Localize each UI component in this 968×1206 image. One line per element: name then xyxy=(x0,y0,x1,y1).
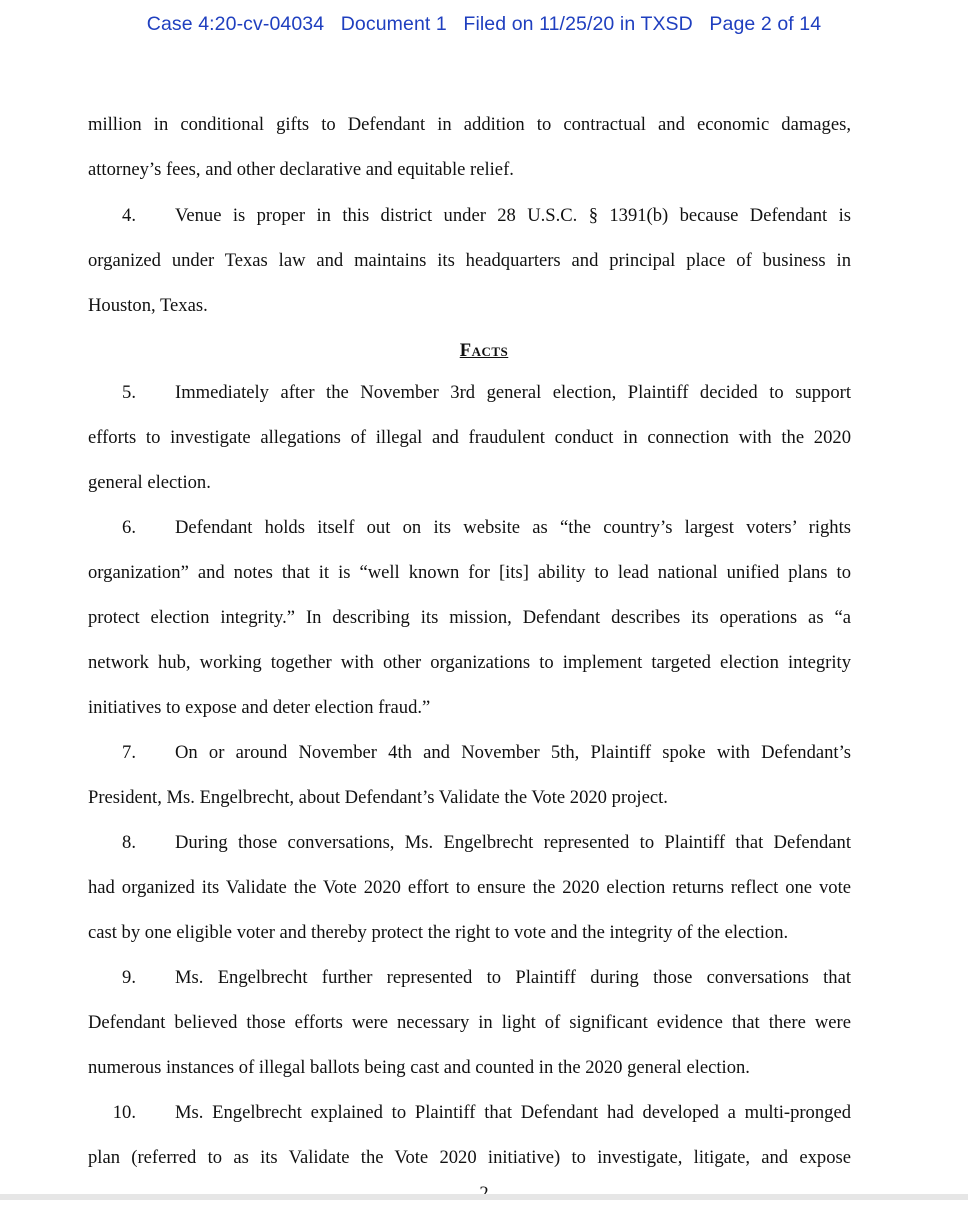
body-line: Houston, Texas. xyxy=(88,295,208,316)
paragraph-number: 9. xyxy=(122,967,136,988)
body-line: million in conditional gifts to Defendant in addition to contractual and economic damages, xyxy=(88,114,851,135)
body-line: protect election integrity.” In describing its mission, Defendant describes its operations as “a xyxy=(88,607,851,628)
body-line: attorney’s fees, and other declarative and equitable relief. xyxy=(88,159,514,180)
paragraph-first-line: Ms. Engelbrecht explained to Plaintiff that Defendant had developed a multi-pronged xyxy=(175,1102,851,1123)
body-line: network hub, working together with other organizations to implement targeted election integrity xyxy=(88,652,851,673)
paragraph-number: 6. xyxy=(122,517,136,538)
body-line: cast by one eligible voter and thereby protect the right to vote and the integrity of the election. xyxy=(88,922,789,943)
paragraph-number: 5. xyxy=(122,382,136,403)
body-line: general election. xyxy=(88,472,211,493)
body-line: efforts to investigate allegations of illegal and fraudulent conduct in connection with the 2020 xyxy=(88,427,851,448)
body-line: organization” and notes that it is “well known for [its] ability to lead national unified plans to xyxy=(88,562,851,583)
body-line: Defendant believed those efforts were necessary in light of significant evidence that there were xyxy=(88,1012,851,1033)
paragraph-first-line: Venue is proper in this district under 28 U.S.C. § 1391(b) because Defendant is xyxy=(175,205,851,226)
body-line: numerous instances of illegal ballots being cast and counted in the 2020 general election. xyxy=(88,1057,750,1078)
page-bottom-edge xyxy=(0,1194,968,1200)
case-header: Case 4:20-cv-04034 Document 1 Filed on 11/25/20 in TXSD Page 2 of 14 xyxy=(146,13,822,35)
paragraph-number: 10. xyxy=(112,1102,136,1123)
paragraph-number: 4. xyxy=(122,205,136,226)
paragraph-first-line: Ms. Engelbrecht further represented to Plaintiff during those conversations that xyxy=(175,967,851,988)
body-line: plan (referred to as its Validate the Vote 2020 initiative) to investigate, litigate, and expose xyxy=(88,1147,851,1168)
body-line: initiatives to expose and deter election fraud.” xyxy=(88,697,431,718)
section-heading-facts: Facts xyxy=(459,340,509,361)
body-line: had organized its Validate the Vote 2020 effort to ensure the 2020 election returns reflect one vote xyxy=(88,877,851,898)
paragraph-first-line: Defendant holds itself out on its website as “the country’s largest voters’ rights xyxy=(175,517,851,538)
paragraph-first-line: On or around November 4th and November 5th, Plaintiff spoke with Defendant’s xyxy=(175,742,851,763)
paragraph-number: 8. xyxy=(122,832,136,853)
body-line: President, Ms. Engelbrecht, about Defendant’s Validate the Vote 2020 project. xyxy=(88,787,668,808)
body-line: organized under Texas law and maintains its headquarters and principal place of business in xyxy=(88,250,851,271)
paragraph-first-line: During those conversations, Ms. Engelbrecht represented to Plaintiff that Defendant xyxy=(175,832,851,853)
paragraph-number: 7. xyxy=(122,742,136,763)
paragraph-first-line: Immediately after the November 3rd general election, Plaintiff decided to support xyxy=(175,382,851,403)
